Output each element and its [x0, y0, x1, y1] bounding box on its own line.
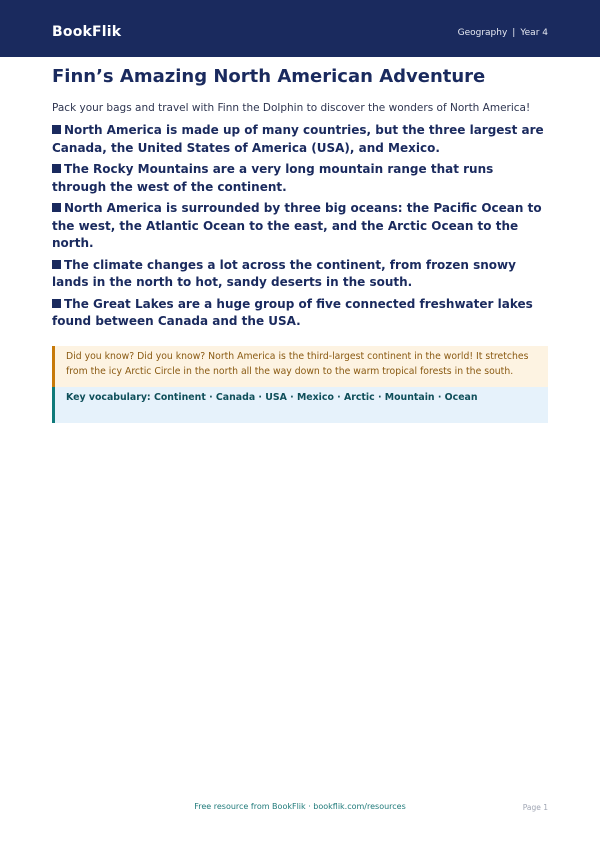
- main-content: [52, 66, 548, 423]
- square-bullet-icon: [52, 164, 61, 173]
- fact-text: The climate changes a lot across the continent, from frozen snowy lands in the north to hot, sandy deserts in the south.: [52, 257, 516, 289]
- fact-text: The Rocky Mountains are a very long mountain range that runs through the west of the continent.: [52, 162, 494, 194]
- key-vocabulary-box: Key vocabulary: Continent · Canada · USA · Mexico · Arctic · Mountain · Ocean: [52, 387, 548, 423]
- meta-separator: |: [512, 28, 516, 38]
- page-title: Finn’s Amazing North American Adventure: [52, 66, 486, 87]
- fact-text: The Great Lakes are a huge group of five connected freshwater lakes found between Canada and the USA.: [52, 296, 533, 328]
- fact-item: [52, 257, 548, 292]
- year-label: Year 4: [520, 28, 548, 38]
- fact-text: North America is surrounded by three big oceans: the Pacific Ocean to the west, the Atlantic Ocean to the east, and the Arctic Ocean to the north.: [52, 201, 542, 250]
- brand-logo[interactable]: BookFlik: [52, 24, 122, 40]
- fact-item: [52, 296, 548, 331]
- footer-resource-link[interactable]: Free resource from BookFlik · bookflik.com/resources: [194, 802, 406, 811]
- square-bullet-icon: [52, 125, 61, 134]
- subject-label: Geography: [457, 28, 508, 38]
- square-bullet-icon: [52, 260, 61, 269]
- fact-item: [52, 200, 548, 253]
- did-you-know-callout: Did you know? Did you know? North America is the third-largest continent in the world! It stretches from the icy Arctic Circle in the north all the way down to the warm tropical forests in the south.: [52, 346, 548, 387]
- fact-item: [52, 122, 548, 157]
- header-meta: [458, 28, 548, 38]
- intro-text: Pack your bags and travel with Finn the Dolphin to discover the wonders of North America!: [52, 102, 531, 114]
- header-bar: [0, 0, 600, 57]
- fact-list: [52, 122, 548, 331]
- square-bullet-icon: [52, 203, 61, 212]
- square-bullet-icon: [52, 299, 61, 308]
- fact-text: North America is made up of many countries, but the three largest are Canada, the United States of America (USA), and Mexico.: [52, 123, 544, 155]
- page-number: Page 1: [522, 803, 548, 812]
- fact-item: [52, 161, 548, 196]
